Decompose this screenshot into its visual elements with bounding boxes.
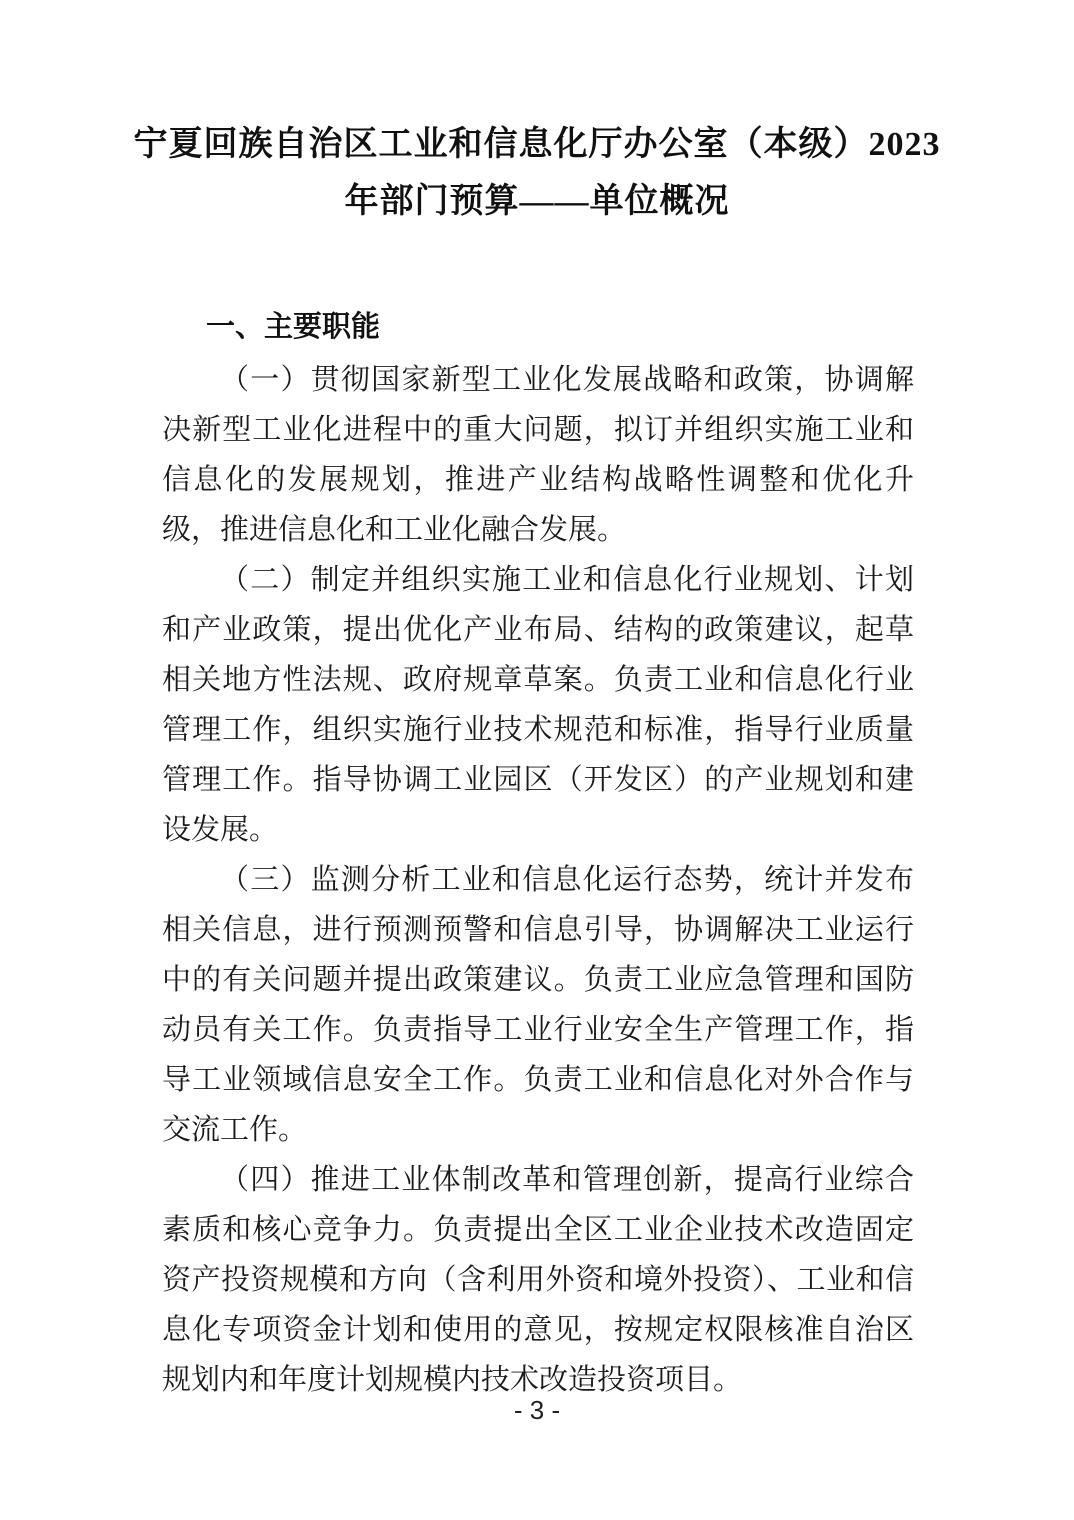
paragraph-duty-4: （四）推进工业体制改革和管理创新，提高行业综合素质和核心竞争力。负责提出全区工业企业技术改造固定资产投资规模和方向（含利用外资和境外投资）、工业和信息化专项资金计划和使用的意见，按规定权限核准自治区规划内和年度计划规模内技术改造投资项目。 <box>162 1164 914 1396</box>
document-title: 宁夏回族自治区工业和信息化厅办公室（本级）2023年部门预算——单位概况 <box>133 126 941 220</box>
paragraph-duty-3: （三）监测分析工业和信息化运行态势，统计并发布相关信息，进行预测预警和信息引导，协调解决工业运行中的有关问题并提出政策建议。负责工业应急管理和国防动员有关工作。负责指导工业行业安全生产管理工作，指导工业领域信息安全工作。负责工业和信息化对外合作与交流工作。 <box>162 864 914 1146</box>
document-body <box>162 355 914 1405</box>
section-heading-main-functions: 一、主要职能 <box>206 311 381 343</box>
paragraph-duty-2: （二）制定并组织实施工业和信息化行业规划、计划和产业政策，提出优化产业布局、结构的政策建议，起草相关地方性法规、政府规章草案。负责工业和信息化行业管理工作，组织实施行业技术规范和标准，指导行业质量管理工作。指导协调工业园区（开发区）的产业规划和建设发展。 <box>162 564 914 846</box>
paragraph-duty-1: （一）贯彻国家新型工业化发展战略和政策，协调解决新型工业化进程中的重大问题，拟订并组织实施工业和信息化的发展规划，推进产业结构战略性调整和优化升级，推进信息化和工业化融合发展。 <box>162 364 914 546</box>
page-number: - 3 - <box>513 1395 561 1425</box>
